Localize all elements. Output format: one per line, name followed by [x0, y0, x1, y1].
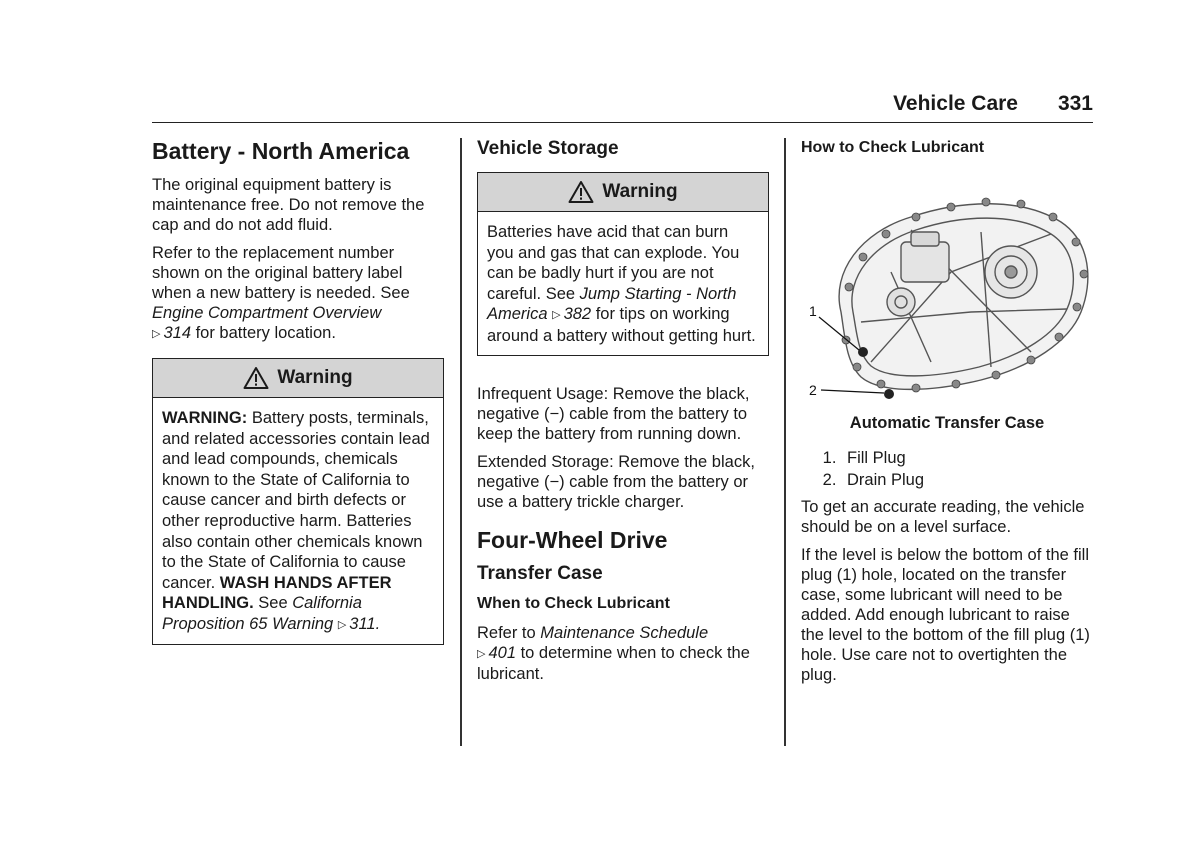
plug-list	[801, 447, 1093, 491]
warning-label: Warning	[277, 367, 353, 388]
vehicle-storage-heading: Vehicle Storage	[477, 138, 619, 159]
page-ref[interactable]: 401	[488, 643, 516, 662]
warning-header	[478, 173, 768, 212]
transfer-case-heading: Transfer Case	[477, 562, 603, 584]
battery-paragraph-2: Refer to the replacement number shown on the original battery label when a new battery is needed. See Engine Compartment Overview ▷ 314 for battery location.	[152, 244, 410, 342]
page-ref[interactable]: 382	[563, 305, 592, 324]
infrequent-usage-paragraph: Infrequent Usage: Remove the black, negative (−) cable from the battery to keep the battery from running down.	[477, 384, 750, 443]
battery-paragraph-1: The original equipment battery is maintenance free. Do not remove the cap and do not add fluid.	[152, 176, 425, 234]
warning-label: Warning	[602, 181, 678, 202]
fill-level-paragraph: If the level is below the bottom of the fill plug (1) hole, located on the transfer case, some lubricant will need to be added. Add enough lubricant to raise the level to the bottom of the fill plug (1) hole. Use care not to overtighten the plug.	[801, 546, 1090, 684]
prop65-link[interactable]: California Proposition 65 Warning	[162, 594, 362, 633]
page-ref[interactable]: 314	[163, 324, 191, 342]
transfer-case-drawing	[801, 162, 1093, 404]
page-ref[interactable]: 311.	[349, 614, 381, 633]
page-header	[152, 86, 1093, 123]
callout-1: 1	[809, 303, 817, 319]
figure-caption: Automatic Transfer Case	[849, 414, 1045, 432]
warning-text: Batteries have acid that can burn you and gas that can explode. You can be badly hurt if you are not careful. See Jump Starting - North America ▷ 382 for tips on working around a battery without getting hurt.	[487, 223, 756, 345]
maintenance-schedule-link[interactable]: Maintenance Schedule	[540, 623, 709, 642]
warning-triangle-icon	[568, 180, 594, 204]
column-battery	[152, 138, 444, 655]
warning-body	[478, 212, 768, 355]
column-divider	[784, 138, 786, 746]
list-item: 1. Fill Plug	[841, 447, 1093, 469]
warning-body	[153, 398, 443, 644]
reference-arrow-icon: ▷	[337, 618, 347, 631]
when-to-check-paragraph: Refer to Maintenance Schedule ▷ 401 to determine when to check the lubricant.	[477, 623, 750, 683]
page-number: 331	[1057, 92, 1093, 115]
callout-2: 2	[809, 382, 817, 398]
how-to-check-heading: How to Check Lubricant	[801, 139, 985, 156]
transfer-case-illustration	[801, 162, 1093, 404]
warning-triangle-icon	[243, 366, 269, 390]
reference-arrow-icon: ▷	[552, 309, 561, 322]
jump-starting-link[interactable]: Jump Starting - North America	[487, 284, 737, 324]
four-wheel-drive-heading: Four-Wheel Drive	[477, 526, 668, 553]
list-item: 2. Drain Plug	[841, 469, 1093, 491]
reference-arrow-icon: ▷	[152, 328, 161, 340]
column-lubricant	[801, 138, 1093, 693]
column-storage	[477, 138, 769, 692]
warning-header	[153, 359, 443, 398]
warning-box-acid	[477, 172, 769, 356]
accurate-reading-paragraph: To get an accurate reading, the vehicle should be on a level surface.	[801, 498, 1085, 536]
reference-arrow-icon: ▷	[477, 647, 486, 660]
battery-heading: Battery - North America	[152, 138, 410, 164]
when-to-check-heading: When to Check Lubricant	[477, 594, 670, 612]
warning-box-battery-lead	[152, 358, 444, 645]
warning-text: WARNING: Battery posts, terminals, and related accessories contain lead and lead compounds, chemicals known to the State of California to cause cancer and birth defects or other reproductive harm. Batteries also contain other chemicals known to the State of California to cause cancer. WASH HANDS AFTER HANDLING. See California Proposition 65 Warning ▷ 311.	[162, 408, 434, 636]
extended-storage-paragraph: Extended Storage: Remove the black, negative (−) cable from the battery or use a battery trickle charger.	[477, 452, 755, 511]
section-title: Vehicle Care	[893, 92, 1018, 115]
column-divider	[460, 138, 462, 746]
engine-compartment-link[interactable]: Engine Compartment Overview	[152, 304, 382, 322]
